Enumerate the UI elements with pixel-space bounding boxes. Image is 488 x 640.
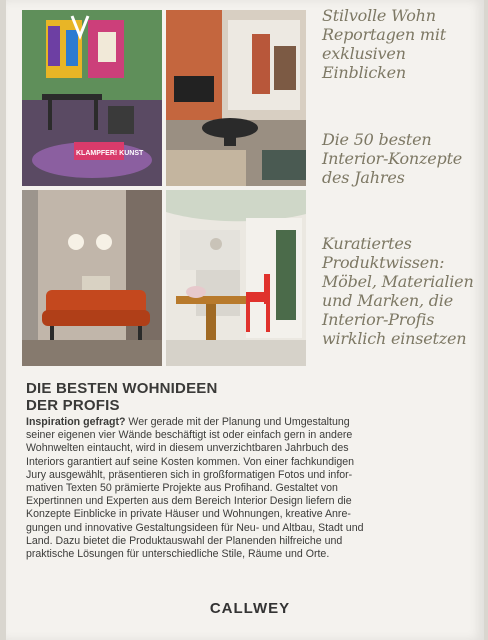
publisher-logo: CALLWEY [209,600,291,617]
feature-reportagen: Stilvolle Wohn Reportagen mit exklusiven Einblicken [322,6,447,82]
interior-photo-art-wall [22,10,162,186]
book-description [26,416,481,561]
photo-book-stack-text: KLAMPFER! KUNST [76,150,144,157]
book-back-cover [6,0,484,640]
description-text: Wer gerade mit der Planung und Umgestaltung seiner eigenen vier Wände beschäftigt ist oder einfach gern in andere Wohnwelten eintaucht, wird in diesem unverzichtbaren Jahrbuch des Interiors garantiert auf seine Kosten kommen. Von einer fachkundigen Jury ausgewählt, präsentieren sich in großformatigen Fotos und infor- mativen Texten 50 prämierte Projekte aus Profihand. Gestaltet von Expertinnen und Experten aus dem Bereich Interior Design liefern die Konzepte Einblicke in private Häuser und Wohnungen, kreative Anre- gungen und innovative Gestaltungsideen für Neu- und Altbau, Stadt und Land. Dazu bietet die Produktauswahl der Planenden hilfreiche und praktische Lösungen für unterschiedliche Stile, Räume und Orte. [26,416,364,561]
description-lead: Inspiration gefragt? [26,416,126,428]
interior-photo-living-room [166,10,306,186]
headline-text: DIE BESTEN WOHNIDEEN DER PROFIS [26,380,218,414]
feature-produktwissen: Kuratiertes Produktwissen: Möbel, Materialien und Marken, die Interior-Profis wirklich einsetzen [322,234,474,348]
book-headline [26,380,306,414]
interior-photo-kitchen [166,190,306,366]
interior-photo-orange-sofa [22,190,162,366]
feature-interior-konzepte: Die 50 besten Interior-Konzepte des Jahres [322,130,463,187]
